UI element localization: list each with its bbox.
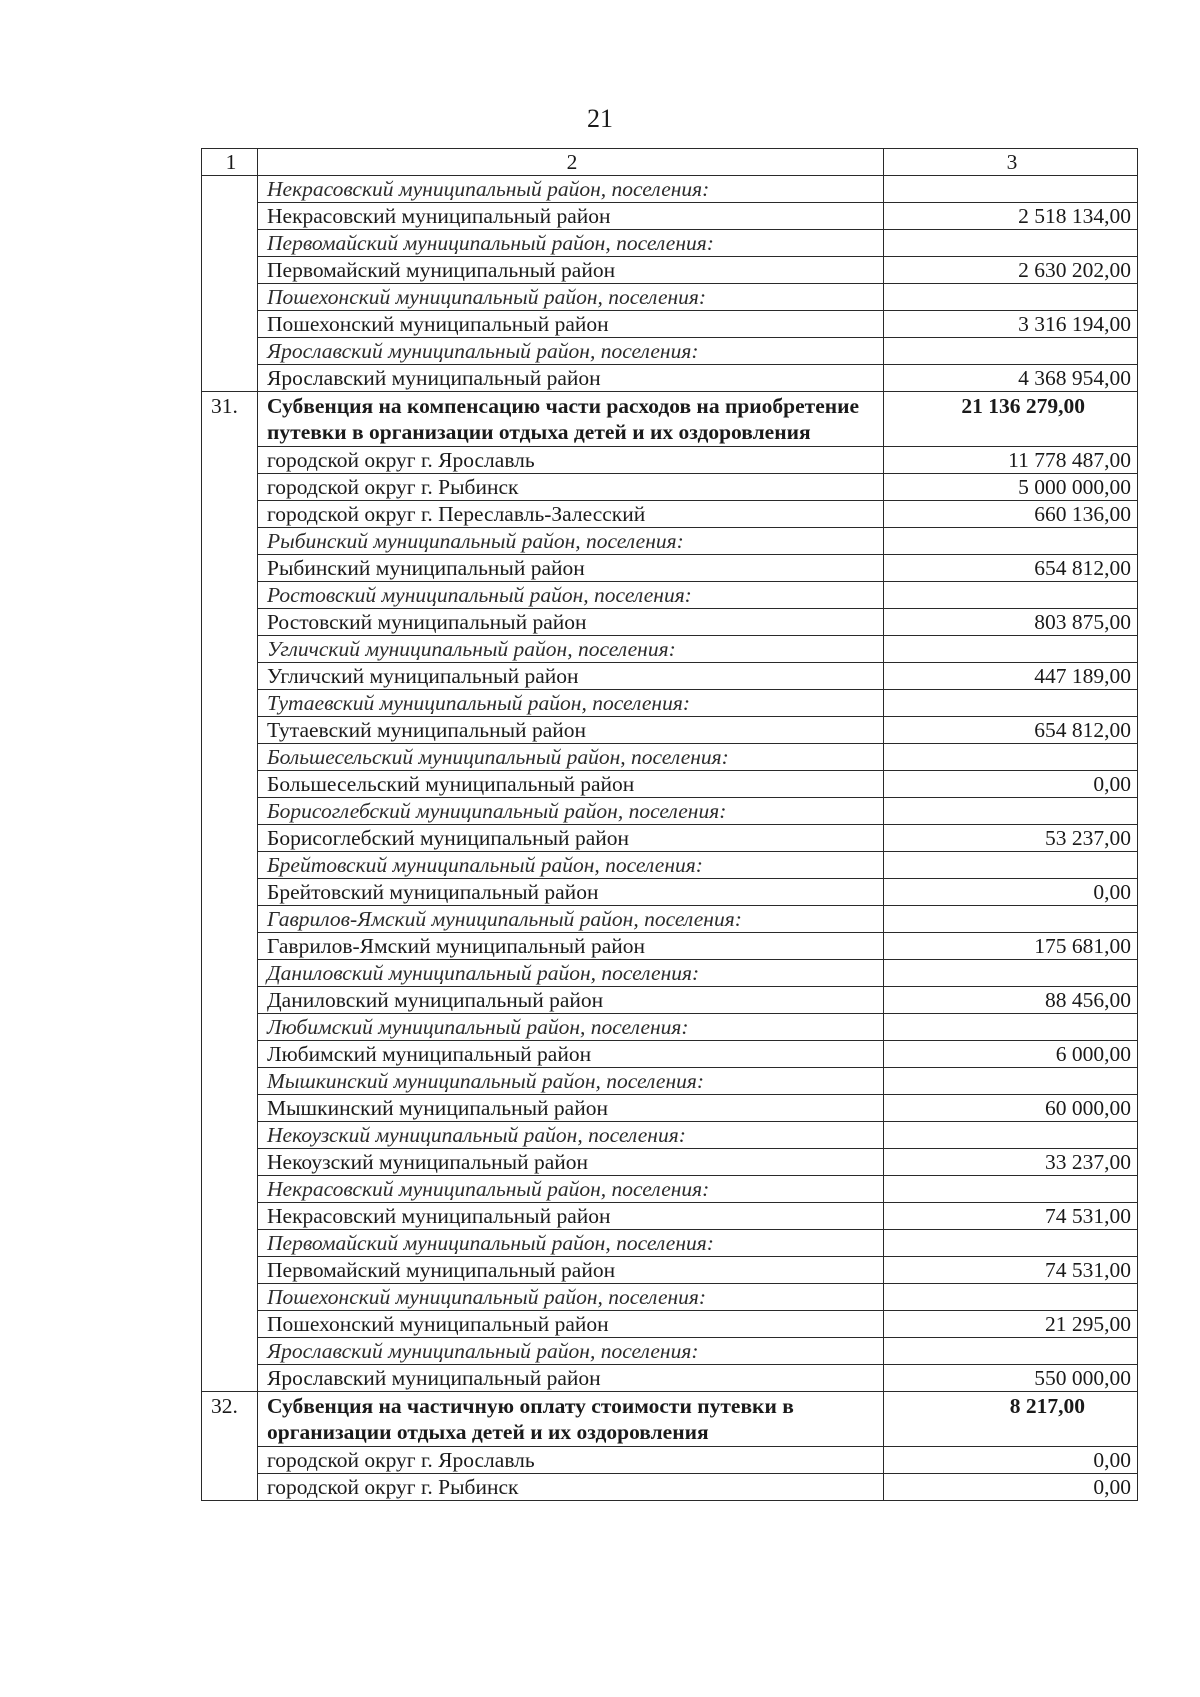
row-number-cell xyxy=(202,1257,258,1284)
subheading-row xyxy=(202,582,1138,609)
row-label: Борисоглебский муниципальный район xyxy=(258,825,884,852)
row-number-cell xyxy=(202,879,258,906)
row-number-cell xyxy=(202,528,258,555)
row-number-cell xyxy=(202,1068,258,1095)
row-label: Мышкинский муниципальный район, поселения: xyxy=(258,1068,884,1095)
subheading-row xyxy=(202,230,1138,257)
row-label: Ростовский муниципальный район xyxy=(258,609,884,636)
table-row xyxy=(202,1474,1138,1501)
table-body xyxy=(202,149,1138,1501)
row-number-cell xyxy=(202,1311,258,1338)
section-row xyxy=(202,1392,1138,1447)
row-amount: 803 875,00 xyxy=(884,609,1138,636)
row-amount: 11 778 487,00 xyxy=(884,447,1138,474)
table-row xyxy=(202,447,1138,474)
row-label: Первомайский муниципальный район xyxy=(258,1257,884,1284)
row-label: Пошехонский муниципальный район xyxy=(258,311,884,338)
subheading-row xyxy=(202,690,1138,717)
row-label: Борисоглебский муниципальный район, поселения: xyxy=(258,798,884,825)
row-amount: 654 812,00 xyxy=(884,717,1138,744)
header-row xyxy=(202,149,1138,176)
table-row xyxy=(202,879,1138,906)
row-number-cell xyxy=(202,1474,258,1501)
row-label: Некрасовский муниципальный район, поселения: xyxy=(258,1176,884,1203)
row-amount: 2 518 134,00 xyxy=(884,203,1138,230)
row-amount xyxy=(884,528,1138,555)
subheading-row xyxy=(202,960,1138,987)
table-row xyxy=(202,825,1138,852)
row-amount xyxy=(884,1230,1138,1257)
table-row xyxy=(202,663,1138,690)
row-number-cell xyxy=(202,636,258,663)
row-label: Некрасовский муниципальный район, поселения: xyxy=(258,176,884,203)
row-number-cell xyxy=(202,447,258,474)
row-number-cell xyxy=(202,960,258,987)
row-amount: 0,00 xyxy=(884,879,1138,906)
row-label: Гаврилов-Ямский муниципальный район, поселения: xyxy=(258,906,884,933)
table-row xyxy=(202,1095,1138,1122)
header-col-1: 1 xyxy=(202,149,258,176)
table-row xyxy=(202,501,1138,528)
row-number-cell xyxy=(202,311,258,338)
subheading-row xyxy=(202,338,1138,365)
row-number-cell xyxy=(202,987,258,1014)
section-total: 8 217,00 xyxy=(884,1392,1138,1447)
row-number-cell xyxy=(202,1014,258,1041)
row-number-cell xyxy=(202,1176,258,1203)
row-number-cell xyxy=(202,1230,258,1257)
row-number-cell xyxy=(202,1365,258,1392)
table-row xyxy=(202,1257,1138,1284)
subheading-row xyxy=(202,1122,1138,1149)
row-number-cell xyxy=(202,906,258,933)
row-amount: 88 456,00 xyxy=(884,987,1138,1014)
row-label: Мышкинский муниципальный район xyxy=(258,1095,884,1122)
row-label: Ярославский муниципальный район xyxy=(258,1365,884,1392)
row-number-cell xyxy=(202,663,258,690)
row-amount xyxy=(884,690,1138,717)
row-amount: 660 136,00 xyxy=(884,501,1138,528)
subheading-row xyxy=(202,1230,1138,1257)
subheading-row xyxy=(202,906,1138,933)
row-number-cell xyxy=(202,230,258,257)
section-title: Субвенция на частичную оплату стоимости путевки в организации отдыха детей и их оздоровления xyxy=(258,1392,884,1447)
row-label: Брейтовский муниципальный район xyxy=(258,879,884,906)
row-amount xyxy=(884,1284,1138,1311)
row-number-cell xyxy=(202,1284,258,1311)
row-amount: 74 531,00 xyxy=(884,1203,1138,1230)
row-amount: 33 237,00 xyxy=(884,1149,1138,1176)
section-row xyxy=(202,392,1138,447)
row-label: Пошехонский муниципальный район, поселения: xyxy=(258,284,884,311)
row-amount: 4 368 954,00 xyxy=(884,365,1138,392)
row-amount: 6 000,00 xyxy=(884,1041,1138,1068)
row-number-cell xyxy=(202,176,258,203)
row-number-cell xyxy=(202,609,258,636)
row-number-cell xyxy=(202,474,258,501)
row-number-cell xyxy=(202,284,258,311)
row-number-cell xyxy=(202,933,258,960)
row-label: Большесельский муниципальный район xyxy=(258,771,884,798)
row-label: Пошехонский муниципальный район xyxy=(258,1311,884,1338)
table-row xyxy=(202,1365,1138,1392)
table-row xyxy=(202,555,1138,582)
table-row xyxy=(202,311,1138,338)
table-row xyxy=(202,987,1138,1014)
row-label: Ярославский муниципальный район, поселения: xyxy=(258,338,884,365)
row-label: Рыбинский муниципальный район, поселения: xyxy=(258,528,884,555)
header-col-2: 2 xyxy=(258,149,884,176)
page-number: 21 xyxy=(587,104,613,133)
subheading-row xyxy=(202,1284,1138,1311)
row-amount xyxy=(884,1014,1138,1041)
row-amount xyxy=(884,230,1138,257)
row-amount: 0,00 xyxy=(884,771,1138,798)
row-label: городской округ г. Рыбинск xyxy=(258,1474,884,1501)
section-title: Субвенция на компенсацию части расходов на приобретение путевки в организации отдыха детей и их оздоровления xyxy=(258,392,884,447)
row-number-cell xyxy=(202,203,258,230)
row-amount: 175 681,00 xyxy=(884,933,1138,960)
subheading-row xyxy=(202,744,1138,771)
row-amount xyxy=(884,1122,1138,1149)
row-label: Ярославский муниципальный район, поселения: xyxy=(258,1338,884,1365)
row-amount: 5 000 000,00 xyxy=(884,474,1138,501)
row-amount xyxy=(884,176,1138,203)
section-number: 31. xyxy=(202,392,258,447)
section-total: 21 136 279,00 xyxy=(884,392,1138,447)
row-amount: 550 000,00 xyxy=(884,1365,1138,1392)
row-label: Некоузский муниципальный район, поселения: xyxy=(258,1122,884,1149)
table-row xyxy=(202,771,1138,798)
row-number-cell xyxy=(202,1338,258,1365)
row-number-cell xyxy=(202,365,258,392)
row-amount: 0,00 xyxy=(884,1447,1138,1474)
row-label: Большесельский муниципальный район, поселения: xyxy=(258,744,884,771)
subheading-row xyxy=(202,284,1138,311)
row-number-cell xyxy=(202,1447,258,1474)
row-label: Даниловский муниципальный район xyxy=(258,987,884,1014)
row-amount: 21 295,00 xyxy=(884,1311,1138,1338)
row-amount xyxy=(884,744,1138,771)
row-label: Тутаевский муниципальный район, поселения: xyxy=(258,690,884,717)
subheading-row xyxy=(202,528,1138,555)
row-number-cell xyxy=(202,852,258,879)
section-number: 32. xyxy=(202,1392,258,1447)
row-label: Первомайский муниципальный район, поселения: xyxy=(258,1230,884,1257)
row-amount: 654 812,00 xyxy=(884,555,1138,582)
row-label: городской округ г. Рыбинск xyxy=(258,474,884,501)
row-label: Угличский муниципальный район, поселения: xyxy=(258,636,884,663)
table-row xyxy=(202,1149,1138,1176)
row-amount: 74 531,00 xyxy=(884,1257,1138,1284)
row-label: Брейтовский муниципальный район, поселения: xyxy=(258,852,884,879)
row-amount xyxy=(884,1338,1138,1365)
row-amount: 60 000,00 xyxy=(884,1095,1138,1122)
row-number-cell xyxy=(202,1095,258,1122)
table-row xyxy=(202,717,1138,744)
row-label: Пошехонский муниципальный район, поселения: xyxy=(258,1284,884,1311)
row-amount xyxy=(884,906,1138,933)
subheading-row xyxy=(202,176,1138,203)
table-row xyxy=(202,1041,1138,1068)
subheading-row xyxy=(202,636,1138,663)
row-label: городской округ г. Переславль-Залесский xyxy=(258,501,884,528)
row-amount xyxy=(884,338,1138,365)
row-number-cell xyxy=(202,717,258,744)
row-amount xyxy=(884,582,1138,609)
table-row xyxy=(202,1447,1138,1474)
row-label: Любимский муниципальный район xyxy=(258,1041,884,1068)
table-row xyxy=(202,474,1138,501)
row-amount xyxy=(884,1068,1138,1095)
subheading-row xyxy=(202,1338,1138,1365)
row-number-cell xyxy=(202,825,258,852)
row-amount xyxy=(884,798,1138,825)
row-number-cell xyxy=(202,582,258,609)
table-row xyxy=(202,203,1138,230)
row-label: Рыбинский муниципальный район xyxy=(258,555,884,582)
row-number-cell xyxy=(202,1041,258,1068)
row-amount: 447 189,00 xyxy=(884,663,1138,690)
row-number-cell xyxy=(202,555,258,582)
header-col-3: 3 xyxy=(884,149,1138,176)
table-row xyxy=(202,257,1138,284)
subheading-row xyxy=(202,1014,1138,1041)
row-number-cell xyxy=(202,690,258,717)
subheading-row xyxy=(202,1176,1138,1203)
row-amount xyxy=(884,284,1138,311)
table-row xyxy=(202,365,1138,392)
subheading-row xyxy=(202,852,1138,879)
row-number-cell xyxy=(202,771,258,798)
row-label: городской округ г. Ярославль xyxy=(258,1447,884,1474)
row-amount: 0,00 xyxy=(884,1474,1138,1501)
table-row xyxy=(202,933,1138,960)
row-label: Некрасовский муниципальный район xyxy=(258,203,884,230)
row-label: Гаврилов-Ямский муниципальный район xyxy=(258,933,884,960)
subvention-table xyxy=(201,148,1138,1501)
row-label: Некрасовский муниципальный район xyxy=(258,1203,884,1230)
subheading-row xyxy=(202,1068,1138,1095)
row-label: Ростовский муниципальный район, поселения: xyxy=(258,582,884,609)
row-number-cell xyxy=(202,257,258,284)
row-label: Первомайский муниципальный район xyxy=(258,257,884,284)
row-number-cell xyxy=(202,338,258,365)
row-amount xyxy=(884,636,1138,663)
table-row xyxy=(202,1311,1138,1338)
row-amount xyxy=(884,1176,1138,1203)
row-number-cell xyxy=(202,1122,258,1149)
row-amount: 3 316 194,00 xyxy=(884,311,1138,338)
row-label: Тутаевский муниципальный район xyxy=(258,717,884,744)
table-row xyxy=(202,1203,1138,1230)
row-number-cell xyxy=(202,1203,258,1230)
row-label: Даниловский муниципальный район, поселения: xyxy=(258,960,884,987)
table-row xyxy=(202,609,1138,636)
row-number-cell xyxy=(202,798,258,825)
row-label: Любимский муниципальный район, поселения: xyxy=(258,1014,884,1041)
row-label: Угличский муниципальный район xyxy=(258,663,884,690)
row-label: Ярославский муниципальный район xyxy=(258,365,884,392)
row-label: Первомайский муниципальный район, поселения: xyxy=(258,230,884,257)
row-amount xyxy=(884,852,1138,879)
row-number-cell xyxy=(202,501,258,528)
row-number-cell xyxy=(202,744,258,771)
row-label: городской округ г. Ярославль xyxy=(258,447,884,474)
row-label: Некоузский муниципальный район xyxy=(258,1149,884,1176)
row-amount xyxy=(884,960,1138,987)
row-number-cell xyxy=(202,1149,258,1176)
row-amount: 2 630 202,00 xyxy=(884,257,1138,284)
subheading-row xyxy=(202,798,1138,825)
row-amount: 53 237,00 xyxy=(884,825,1138,852)
